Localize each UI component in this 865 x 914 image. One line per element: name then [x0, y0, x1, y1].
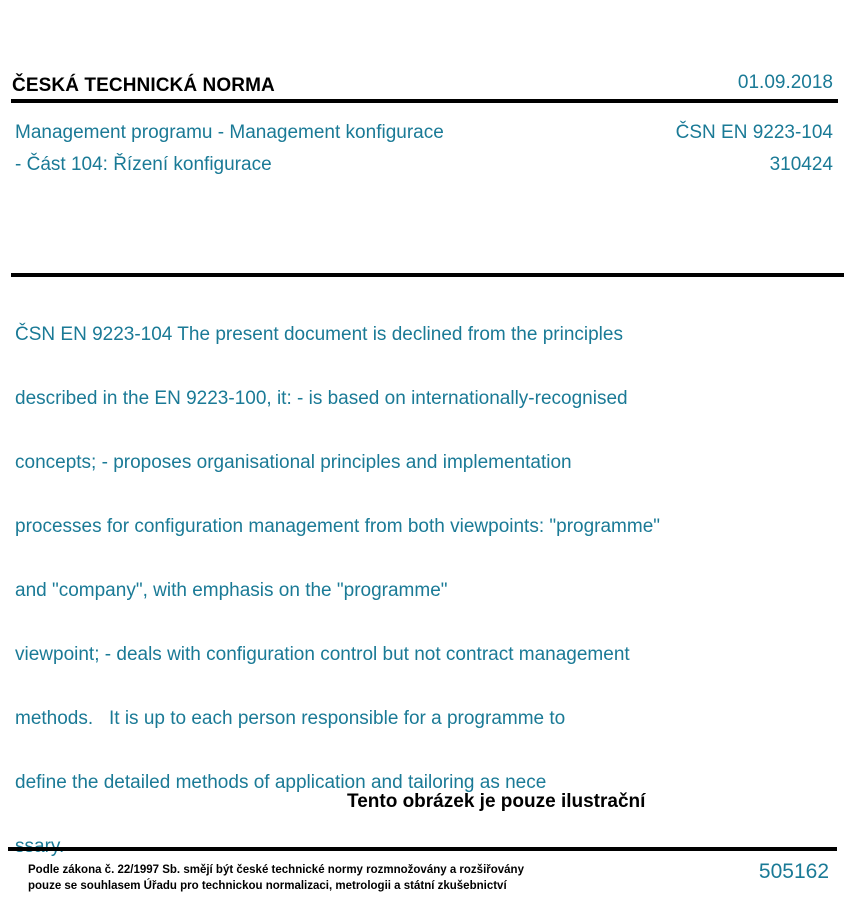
abstract-line: ČSN EN 9223-104 The present document is declined from the principles	[15, 324, 623, 345]
standard-subject	[15, 117, 535, 181]
standard-codes	[676, 117, 833, 181]
header-divider	[11, 99, 838, 103]
abstract-line: and "company", with emphasis on the "programme"	[15, 580, 448, 601]
abstract-line: viewpoint; - deals with configuration control but not contract management	[15, 644, 630, 665]
abstract-line: processes for configuration management from both viewpoints: "programme"	[15, 516, 661, 537]
abstract-line: described in the EN 9223-100, it: - is based on internationally-recognised	[15, 388, 628, 409]
legal-line: pouze se souhlasem Úřadu pro technickou normalizaci, metrologii a státní zkušebnictví	[28, 880, 507, 892]
subject-line: - Část 104: Řízení konfigurace	[15, 154, 272, 175]
classification-number: 310424	[769, 154, 833, 175]
section-divider	[11, 273, 844, 277]
legal-notice	[28, 862, 524, 894]
issue-date: 01.09.2018	[737, 72, 833, 93]
footer-divider	[8, 847, 837, 851]
standard-designation: ČSN EN 9223-104	[675, 122, 833, 143]
document-number: 505162	[758, 860, 829, 883]
page-title: ČESKÁ TECHNICKÁ NORMA	[12, 75, 275, 96]
illustration-note: Tento obrázek je pouze ilustrační	[347, 791, 646, 812]
abstract-line: concepts; - proposes organisational principles and implementation	[15, 452, 572, 473]
legal-line: Podle zákona č. 22/1997 Sb. smějí být české technické normy rozmnožovány a rozšiřovány	[28, 864, 524, 876]
subject-line: Management programu - Management konfigurace	[15, 122, 444, 143]
abstract-line: define the detailed methods of application and tailoring as nece	[15, 772, 547, 793]
abstract-line: methods. It is up to each person responsible for a programme to	[15, 708, 566, 729]
